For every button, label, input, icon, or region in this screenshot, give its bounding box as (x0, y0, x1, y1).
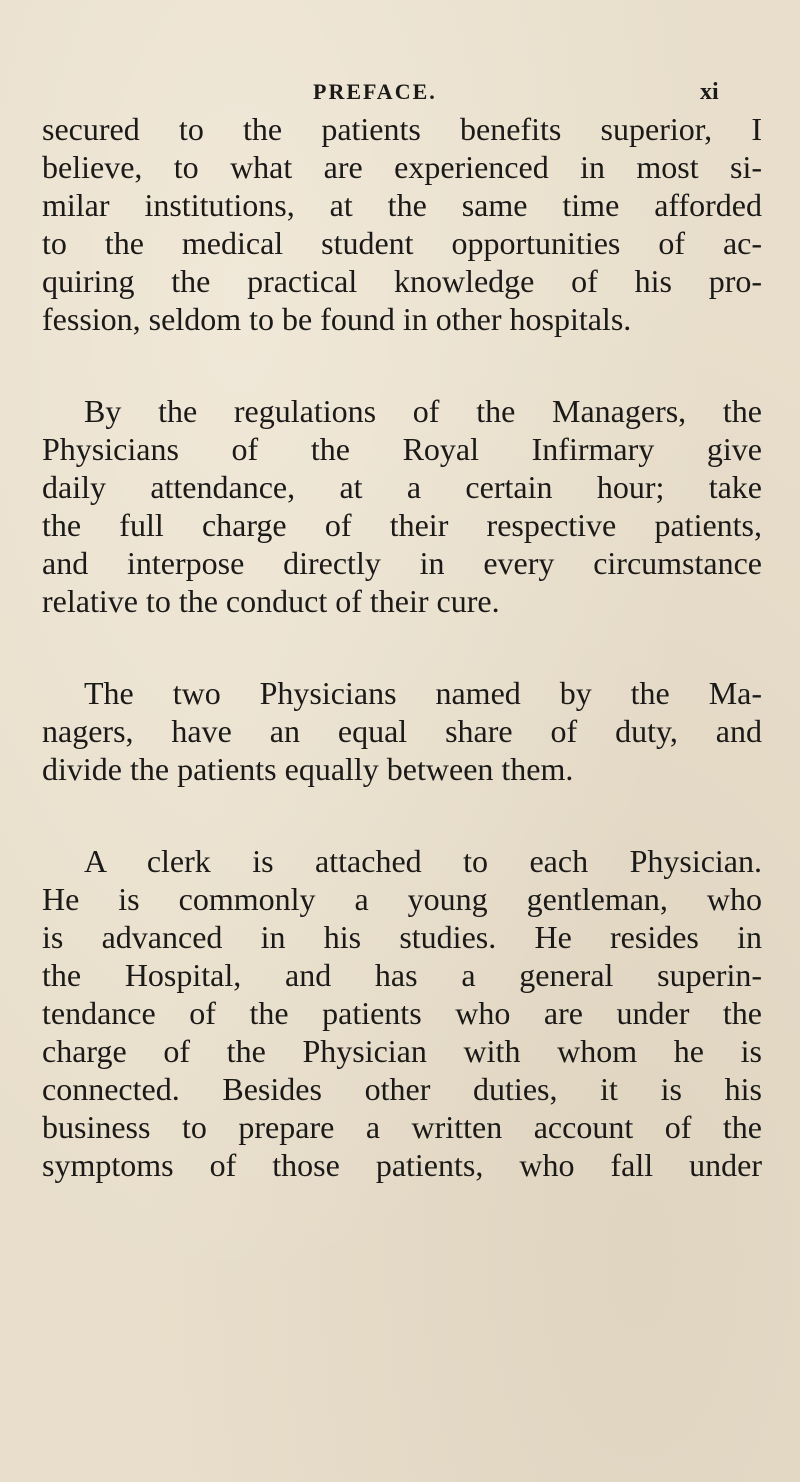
text-line: relative to the conduct of their cure. (42, 583, 500, 619)
text-line: divide the patients equally between them. (42, 751, 574, 787)
text-line: believe, to what are experienced in most si- (42, 149, 762, 185)
paragraph-2 (42, 392, 762, 620)
paragraph-4 (42, 842, 762, 1184)
text-line: the Hospital, and has a general superin- (42, 957, 762, 993)
text-line: to the medical student opportunities of ac- (42, 225, 762, 261)
text-line: connected. Besides other duties, it is his (42, 1071, 762, 1107)
text-line: business to prepare a written account of the (42, 1109, 762, 1145)
running-title: PREFACE. (313, 79, 437, 104)
paragraph-3 (42, 674, 762, 788)
paragraph-1 (42, 110, 762, 338)
paragraph-gap (42, 788, 762, 842)
text-line: charge of the Physician with whom he is (42, 1033, 762, 1069)
text-line: the full charge of their respective patients, (42, 507, 762, 543)
text-line: and interpose directly in every circumstance (42, 545, 762, 581)
text-line: fession, seldom to be found in other hospitals. (42, 301, 632, 337)
text-line: nagers, have an equal share of duty, and (42, 713, 762, 749)
text-line: tendance of the patients who are under the (42, 995, 762, 1031)
text-line: The two Physicians named by the Ma- (84, 675, 762, 711)
text-line: Physicians of the Royal Infirmary give (42, 431, 762, 467)
text-line: He is commonly a young gentleman, who (42, 881, 762, 917)
page-number: xi (700, 79, 719, 105)
paragraph-gap (42, 338, 762, 392)
text-line: secured to the patients benefits superior, I (42, 111, 762, 147)
body-text (42, 110, 762, 1184)
text-line: A clerk is attached to each Physician. (84, 843, 762, 879)
text-line: milar institutions, at the same time afforded (42, 187, 762, 223)
text-line: By the regulations of the Managers, the (84, 393, 762, 429)
text-line: is advanced in his studies. He resides in (42, 919, 762, 955)
text-line: symptoms of those patients, who fall under (42, 1147, 762, 1183)
text-line: quiring the practical knowledge of his pro- (42, 263, 762, 299)
paragraph-gap (42, 620, 762, 674)
page-header (0, 77, 800, 107)
text-line: daily attendance, at a certain hour; take (42, 469, 762, 505)
